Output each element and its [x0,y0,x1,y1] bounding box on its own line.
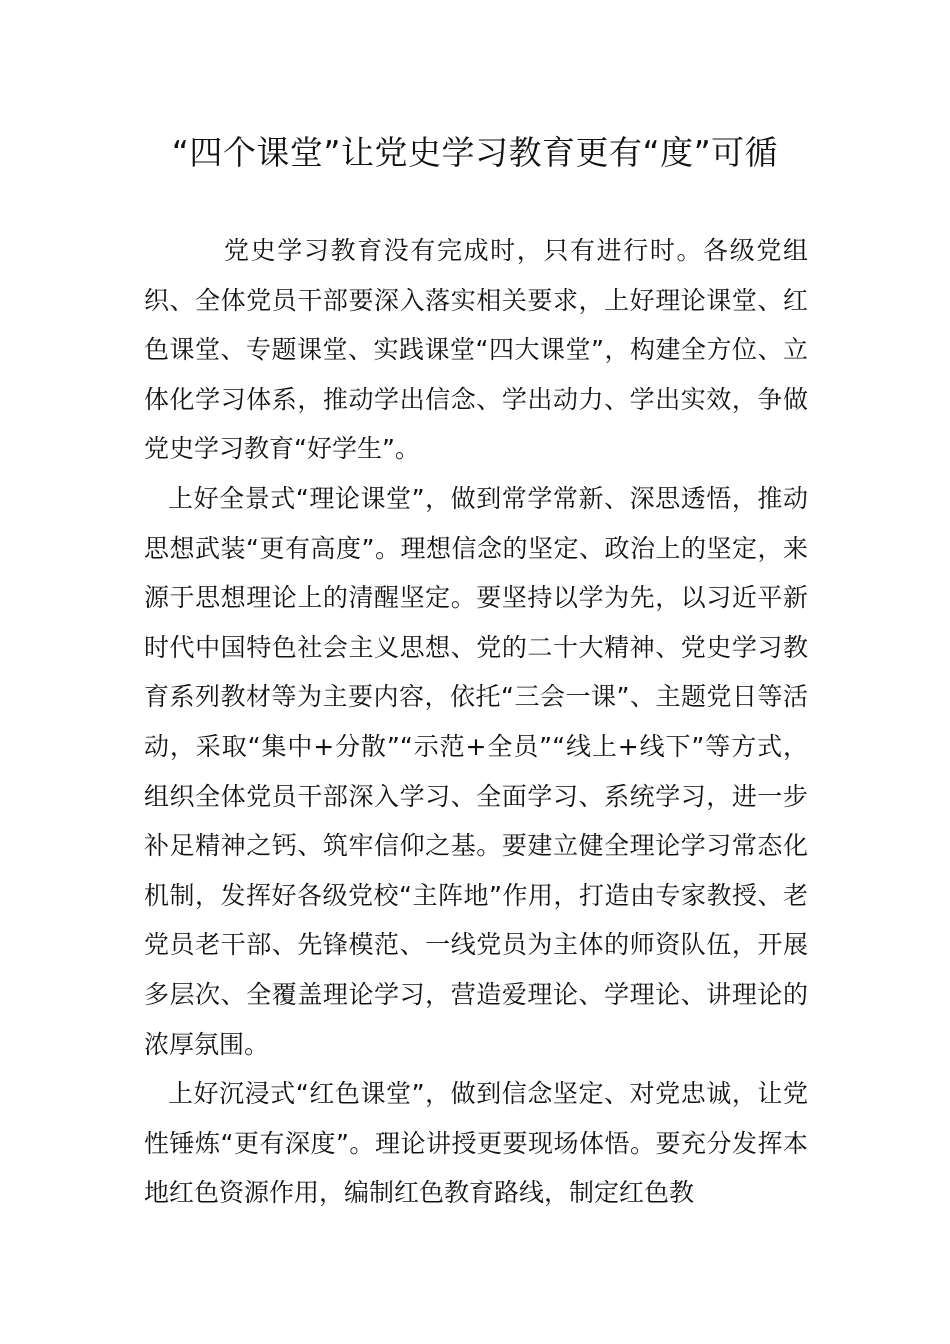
document-title: “四个课堂”让党史学习教育更有“度”可循 [171,133,779,172]
paragraph-intro: 党史学习教育没有完成时，只有进行时。各级党组织、全体党员干部要深入落实相关要求，上好理论课堂、红色课堂、专题课堂、实践课堂“四大课堂”，构建全方位、立体化学习体系，推动学出信念、学出动力、学出实效，争做党史学习教育“好学生”。 [144,236,808,464]
paragraph-red-classroom: 上好沉浸式“红色课堂”，做到信念坚定、对党忠诚，让党性锤炼“更有深度”。理论讲授更要现场体悟。要充分发挥本地红色资源作用，编制红色教育路线，制定红色教 [144,1079,808,1208]
document-body [144,226,808,1218]
paragraph-theory-classroom: 上好全景式“理论课堂”，做到常学常新、深思透悟，推动思想武装“更有高度”。理想信念的坚定、政治上的坚定，来源于思想理论上的清醒坚定。要坚持以学为先，以习近平新时代中国特色社会主义思想、党的二十大精神、党史学习教育系列教材等为主要内容，依托“三会一课”、主题党日等活动，采取“集中+分散”“示范+全员”“线上+线下”等方式，组织全体党员干部深入学习、全面学习、系统学习，进一步补足精神之钙、筑牢信仰之基。要建立健全理论学习常态化机制，发挥好各级党校“主阵地”作用，打造由专家教授、老党员老干部、先锋模范、一线党员为主体的师资队伍，开展多层次、全覆盖理论学习，营造爱理论、学理论、讲理论的浓厚氛围。 [144,483,808,1059]
